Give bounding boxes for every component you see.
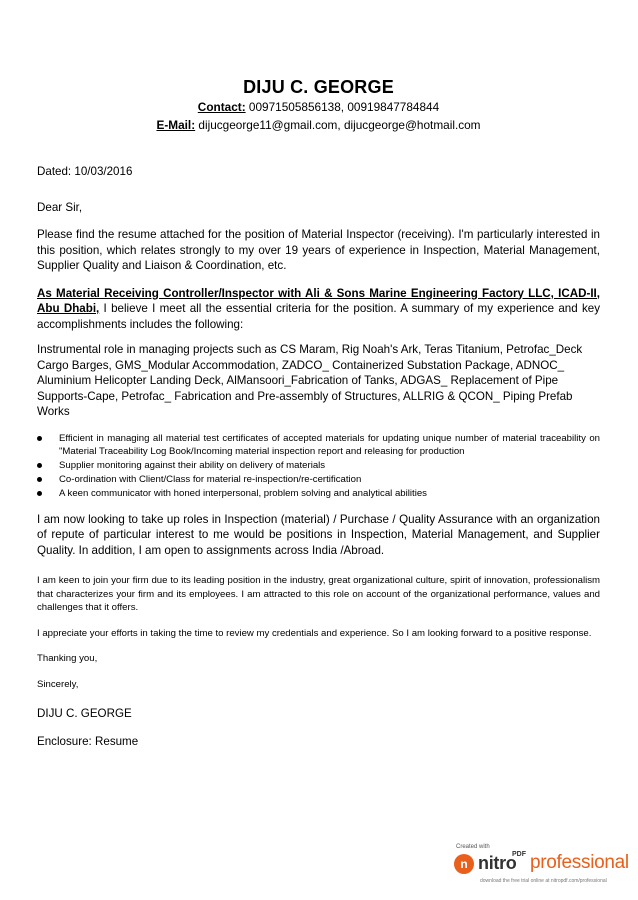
thanking-line: Thanking you, [37,653,98,664]
salutation: Dear Sir, [37,200,83,214]
signature-name: DIJU C. GEORGE [37,707,132,720]
sign-off: Sincerely, [37,678,79,690]
email-line [37,116,600,134]
paragraph-projects: Instrumental role in managing projects such as CS Maram, Rig Noah's Ark, Teras Titanium, Petrofac_Deck Cargo Barges, GMS_Modular Accommodation, ZADCO_ Containerized Substation Package, ADNOC_ Aluminium Helicopter Landing Deck, AlMansoori_Fabrication of Tanks, ADGAS_ Replacement of Pipe Supports-Cape, Petrofac_ Fabrication and Pre-assembly of Structures, ALLRIG & QCON_ Piping Prefab Works [37,343,583,418]
list-item-text: Supplier monitoring against their ability on delivery of materials [59,460,326,471]
email-label: E-Mail: [156,118,196,132]
list-item [37,432,600,459]
watermark-created-with: Created with [456,844,490,850]
list-item-text: Efficient in managing all material test certificates of accepted materials for updating unique number of material traceability on "Material Traceability Log Book/Incoming material inspection report and releasing for production [59,432,600,457]
current-role-text: I believe I meet all the essential criteria for the position. A summary of my experience and key accomplishments includes the following: [37,302,600,331]
date-line: Dated: 10/03/2016 [37,165,133,178]
bullet-icon [37,491,42,496]
bullet-icon [37,463,42,468]
letterhead [37,76,600,134]
enclosure-line: Enclosure: Resume [37,734,139,748]
contact-value: 00971505856138, 00919847784844 [245,100,440,114]
author-name: DIJU C. GEORGE [243,77,394,97]
nitro-logo-icon: n [454,854,474,874]
paragraph-goals: I am now looking to take up roles in Inspection (material) / Purchase / Quality Assurance with an organization of repute of particular interest to me would be positions in Inspection, Material Management, and Supplier Quality. In addition, I am open to assignments across India /Abroad. [37,512,600,557]
bullet-icon [37,436,42,441]
paragraph-intro: Please find the resume attached for the position of Material Inspector (receiving). I'm particularly interested in this position, which relates strongly to my over 19 years of experience in Inspection, Material Management, Supplier Quality and Liaison & Coordination, etc. [37,228,600,272]
watermark-brand: nitro [478,853,517,873]
paragraph-current-role [37,286,600,333]
list-item [37,487,600,501]
current-role-emphasis: As Material Receiving Controller/Inspector with Ali & Sons Marine Engineering Factory LLC, ICAD-II, Abu Dhabi, [37,286,600,315]
email-value: dijucgeorge11@gmail.com, dijucgeorge@hotmail.com [195,118,481,132]
watermark-fine-print: download the free trial online at nitropdf.com/professional [480,878,607,884]
paragraph-closing: I appreciate your efforts in taking the time to review my credentials and experience. So I am looking forward to a positive response. [37,627,592,639]
list-item-text: Co-ordination with Client/Class for material re-inspection/re-certification [59,474,362,485]
contact-line [37,98,600,116]
accomplishment-list [37,432,600,501]
list-item-text: A keen communicator with honed interpersonal, problem solving and analytical abilities [59,488,427,499]
list-item [37,473,600,487]
list-item [37,459,600,473]
bullet-icon [37,477,42,482]
letter-body [37,76,600,749]
watermark-pdf-mark: PDF [512,851,526,858]
nitro-watermark [450,844,629,890]
watermark-edition: professional [530,852,629,873]
paragraph-motivation: I am keen to join your firm due to its leading position in the industry, great organizational culture, spirit of innovation, professionalism that characterizes your firm and its employees. I am attracted to this role on account of the organizational performance, values and challenges that it offers. [37,575,600,613]
contact-label: Contact: [197,100,246,114]
